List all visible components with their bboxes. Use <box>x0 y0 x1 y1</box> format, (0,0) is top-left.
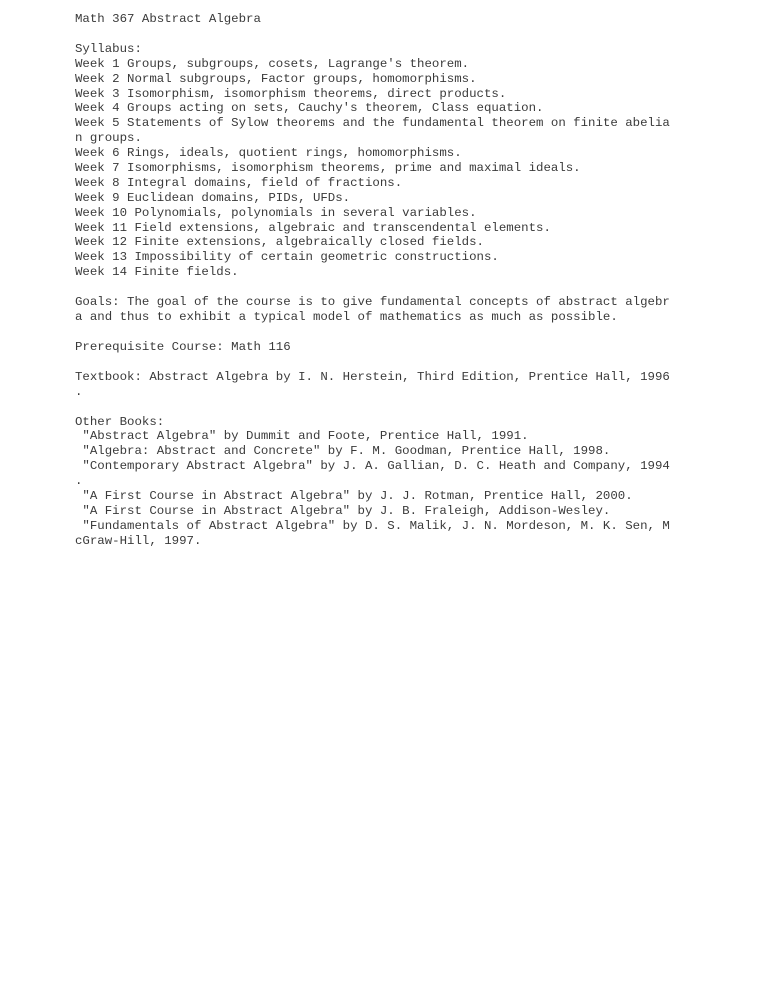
syllabus-line: Week 3 Isomorphism, isomorphism theorems, direct products. <box>75 86 507 101</box>
syllabus-line: Week 11 Field extensions, algebraic and transcendental elements. <box>75 220 551 235</box>
book-line: "Algebra: Abstract and Concrete" by F. M. Goodman, Prentice Hall, 1998. <box>75 444 611 459</box>
syllabus-section <box>75 42 755 280</box>
other-books-section <box>75 415 755 549</box>
syllabus-line: Week 4 Groups acting on sets, Cauchy's theorem, Class equation. <box>75 101 544 116</box>
syllabus-heading: Syllabus: <box>75 41 142 56</box>
book-line: "A First Course in Abstract Algebra" by J. B. Fraleigh, Addison-Wesley. <box>75 503 611 518</box>
book-line: cGraw-Hill, 1997. <box>75 533 202 548</box>
document-body <box>75 12 755 549</box>
book-line: . <box>75 474 83 489</box>
syllabus-line: Week 12 Finite extensions, algebraically closed fields. <box>75 235 484 250</box>
syllabus-line: Week 10 Polynomials, polynomials in several variables. <box>75 205 477 220</box>
book-line: "Contemporary Abstract Algebra" by J. A. Gallian, D. C. Heath and Company, 1994 <box>75 459 670 474</box>
spacer <box>75 400 755 415</box>
book-line: "A First Course in Abstract Algebra" by J. J. Rotman, Prentice Hall, 2000. <box>75 489 633 504</box>
book-line: "Fundamentals of Abstract Algebra" by D. S. Malik, J. N. Mordeson, M. K. Sen, M <box>75 518 670 533</box>
goals-section <box>75 295 755 325</box>
spacer <box>75 280 755 295</box>
textbook-section <box>75 370 755 400</box>
book-line: "Abstract Algebra" by Dummit and Foote, Prentice Hall, 1991. <box>75 429 529 444</box>
syllabus-line: Week 7 Isomorphisms, isomorphism theorems, prime and maximal ideals. <box>75 161 581 176</box>
spacer <box>75 325 755 340</box>
prerequisite: Prerequisite Course: Math 116 <box>75 339 291 354</box>
spacer <box>75 355 755 370</box>
syllabus-line: Week 5 Statements of Sylow theorems and the fundamental theorem on finite abelia <box>75 116 670 131</box>
goals-line: a and thus to exhibit a typical model of mathematics as much as possible. <box>75 310 618 325</box>
textbook-line: Textbook: Abstract Algebra by I. N. Herstein, Third Edition, Prentice Hall, 1996 <box>75 369 670 384</box>
syllabus-line: Week 14 Finite fields. <box>75 265 239 280</box>
syllabus-line: Week 8 Integral domains, field of fractions. <box>75 175 403 190</box>
syllabus-line: n groups. <box>75 131 142 146</box>
syllabus-line: Week 6 Rings, ideals, quotient rings, homomorphisms. <box>75 146 462 161</box>
syllabus-line: Week 2 Normal subgroups, Factor groups, homomorphisms. <box>75 71 477 86</box>
syllabus-line: Week 1 Groups, subgroups, cosets, Lagrange's theorem. <box>75 56 470 71</box>
course-title: Math 367 Abstract Algebra <box>75 12 261 26</box>
goals-line: Goals: The goal of the course is to give fundamental concepts of abstract algebr <box>75 295 670 310</box>
textbook-line: . <box>75 384 83 399</box>
syllabus-line: Week 13 Impossibility of certain geometric constructions. <box>75 250 499 265</box>
syllabus-line: Week 9 Euclidean domains, PIDs, UFDs. <box>75 190 351 205</box>
other-books-heading: Other Books: <box>75 414 165 429</box>
spacer <box>75 27 755 42</box>
